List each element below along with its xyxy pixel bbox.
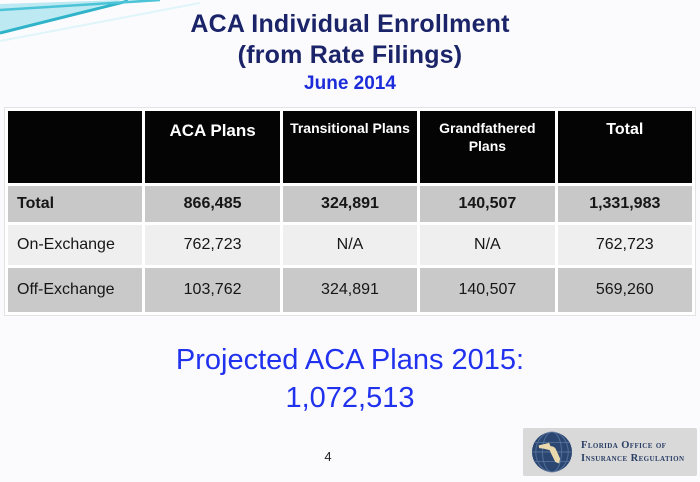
table-cell: 866,485 (145, 186, 279, 222)
table-row-on-exchange (8, 225, 692, 265)
column-header-blank (8, 111, 142, 183)
table-cell: N/A (420, 225, 554, 265)
table-cell: 324,891 (283, 268, 417, 312)
title-block (0, 9, 700, 95)
table-cell: 762,723 (558, 225, 692, 265)
slide-title-line2: (from Rate Filings) (237, 40, 463, 69)
page-number: 4 (324, 449, 332, 464)
column-header-total: Total (558, 111, 692, 183)
column-header-transitional-plans: Transitional Plans (283, 111, 417, 183)
table-cell: 324,891 (283, 186, 417, 222)
projection-callout (0, 341, 700, 418)
logo-text (581, 439, 684, 465)
globe-florida-icon (531, 431, 573, 473)
projection-label: Projected ACA Plans 2015: (175, 344, 525, 376)
enrollment-table (5, 108, 695, 315)
column-header-aca-plans: ACA Plans (145, 111, 279, 183)
florida-oir-logo (523, 428, 697, 476)
table-cell: 569,260 (558, 268, 692, 312)
enrollment-table-wrap (5, 108, 695, 315)
table-cell: 103,762 (145, 268, 279, 312)
table-row-off-exchange (8, 268, 692, 312)
table-cell: 140,507 (420, 186, 554, 222)
row-label: Off-Exchange (8, 268, 142, 312)
table-cell: 762,723 (145, 225, 279, 265)
row-label: Total (8, 186, 142, 222)
table-cell: 1,331,983 (558, 186, 692, 222)
column-header-grandfathered-plans: Grandfathered Plans (420, 111, 554, 183)
header-row (8, 111, 692, 183)
slide-title-line1: ACA Individual Enrollment (190, 10, 510, 38)
slide-subtitle: June 2014 (304, 73, 396, 94)
table-row-total (8, 186, 692, 222)
logo-text-line2: Insurance Regulation (581, 453, 685, 464)
row-label: On-Exchange (8, 225, 142, 265)
table-cell: 140,507 (420, 268, 554, 312)
table-cell: N/A (283, 225, 417, 265)
logo-text-line1: Florida Office of (581, 439, 667, 451)
projection-value: 1,072,513 (285, 382, 415, 415)
